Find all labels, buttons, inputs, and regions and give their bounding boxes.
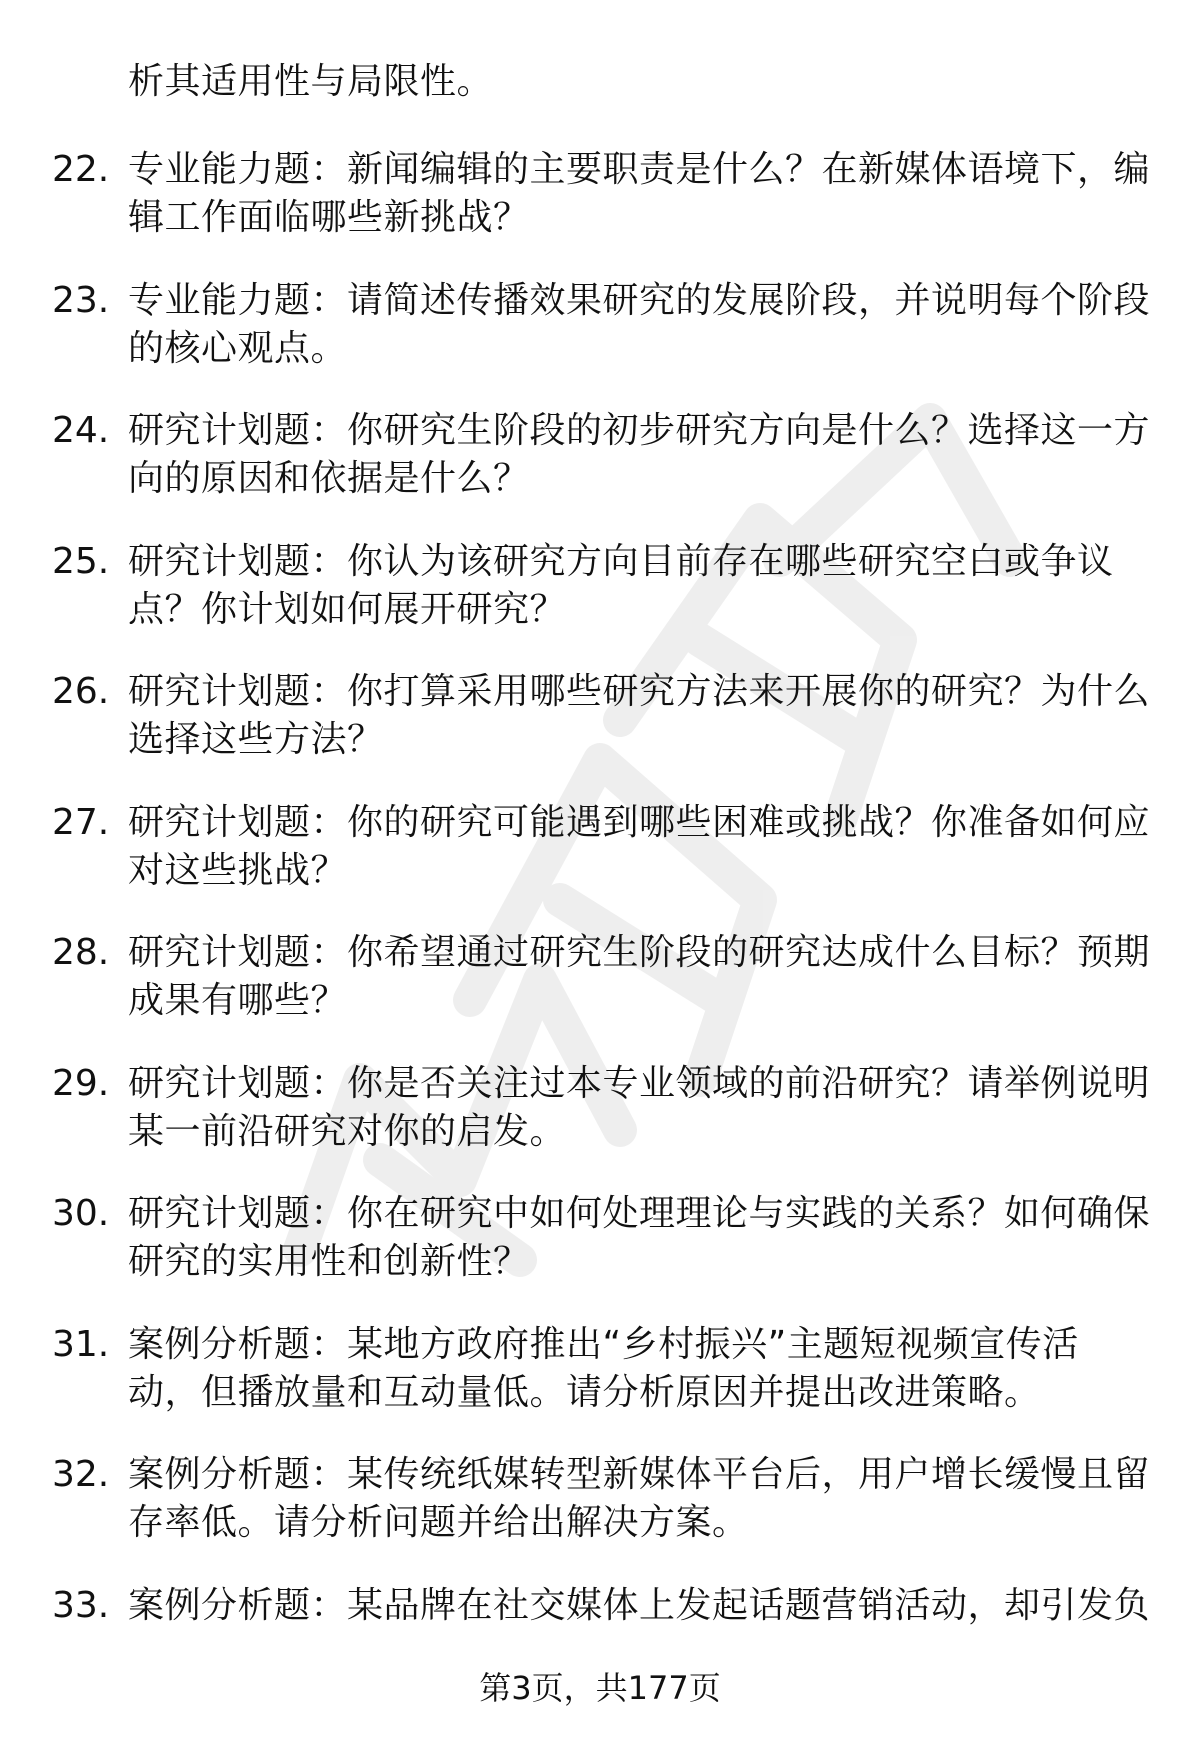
question-text-line: 辑工作面临哪些新挑战？ (128, 197, 530, 238)
question-text-line: 研究计划题：你希望通过研究生阶段的研究达成什么目标？预期 (128, 932, 1151, 973)
list-item (0, 407, 1200, 538)
question-text-line: 案例分析题：某品牌在社交媒体上发起话题营销活动，却引发负 (128, 1584, 1151, 1626)
question-list (0, 146, 1200, 1712)
question-number: 25. (52, 540, 110, 582)
question-text-line: 选择这些方法？ (128, 719, 384, 760)
page-footer: 第3页，共177页 (479, 1669, 721, 1707)
list-item (0, 1451, 1200, 1582)
list-item (0, 799, 1200, 930)
question-text-line: 存率低。请分析问题并给出解决方案。 (128, 1502, 749, 1543)
question-number: 26. (52, 671, 110, 712)
list-item (0, 277, 1200, 408)
question-text-line: 专业能力题：新闻编辑的主要职责是什么？在新媒体语境下，编 (128, 149, 1151, 190)
question-text-line: 研究计划题：你是否关注过本专业领域的前沿研究？请举例说明 (128, 1062, 1151, 1104)
list-item (0, 668, 1200, 799)
question-text-line: 的核心观点。 (128, 327, 348, 369)
question-text-line: 研究计划题：你打算采用哪些研究方法来开展你的研究？为什么 (128, 671, 1151, 712)
question-number: 30. (52, 1193, 110, 1234)
question-text-line: 研究计划题：你的研究可能遇到哪些困难或挑战？你准备如何应 (128, 801, 1151, 843)
question-text-line: 研究计划题：你认为该研究方向目前存在哪些研究空白或争议 (128, 540, 1114, 582)
question-number: 28. (52, 932, 110, 973)
question-text-line: 研究计划题：你在研究中如何处理理论与实践的关系？如何确保 (128, 1193, 1151, 1234)
question-number: 22. (52, 149, 110, 190)
question-number: 24. (52, 410, 110, 451)
question-text-line: 研究计划题：你研究生阶段的初步研究方向是什么？选择这一方 (128, 410, 1151, 451)
question-text-line: 案例分析题：某传统纸媒转型新媒体平台后，用户增长缓慢且留 (128, 1454, 1151, 1495)
question-text-line: 某一前沿研究对你的启发。 (128, 1110, 567, 1152)
question-number: 23. (52, 279, 110, 321)
list-item (0, 1060, 1200, 1191)
question-number: 33. (52, 1584, 110, 1626)
question-text-line: 专业能力题：请简述传播效果研究的发展阶段，并说明每个阶段 (128, 279, 1151, 321)
question-text-line: 点？你计划如何展开研究？ (128, 588, 567, 630)
question-text-line: 研究的实用性和创新性？ (128, 1241, 530, 1282)
question-number: 31. (52, 1323, 110, 1365)
list-item (0, 538, 1200, 669)
list-item (0, 1190, 1200, 1321)
question-number: 27. (52, 801, 110, 843)
question-number: 32. (52, 1454, 110, 1495)
question-text-line: 案例分析题：某地方政府推出“乡村振兴”主题短视频宣传活 (128, 1323, 1079, 1365)
question-text-line: 成果有哪些？ (128, 980, 348, 1021)
list-item (0, 146, 1200, 277)
question-text-line: 向的原因和依据是什么？ (128, 458, 530, 499)
question-number: 29. (52, 1062, 110, 1104)
continued-text: 析其适用性与局限性。 (128, 61, 494, 102)
list-item (0, 929, 1200, 1060)
list-item (0, 1321, 1200, 1452)
question-text-line: 对这些挑战？ (128, 849, 348, 891)
question-text-line: 动，但播放量和互动量低。请分析原因并提出改进策略。 (128, 1371, 1041, 1413)
